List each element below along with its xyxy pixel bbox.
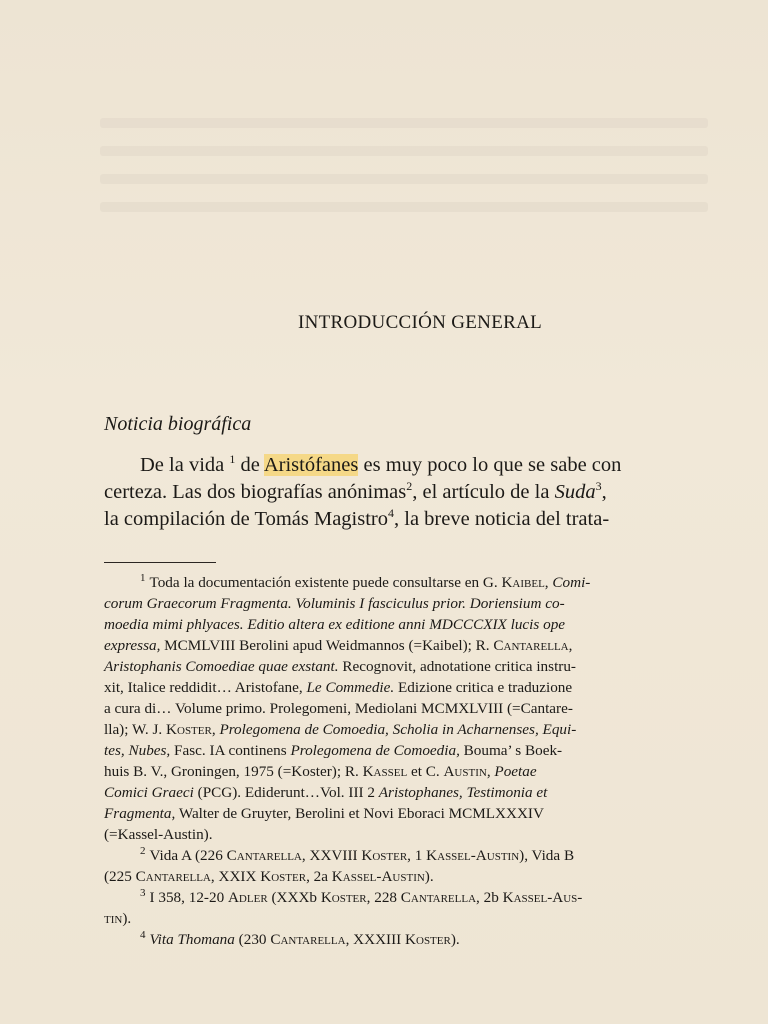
footnote-2: $^2$ Vida A (226 Cantarella, XXVIII Koster, 1 Kassel-Austin), Vida B [140,844,575,864]
footnote-1: $^1$ Toda la documentación existente puede consultarse en G. Kaibel, Comi- [140,571,591,591]
body-line: De la vida $^1$ de Aristófanes es muy poco lo que se sabe con [140,452,622,476]
footnote-line: (225 Cantarella, XXIX Koster, 2a Kassel-Austin). [104,868,434,885]
footnote-line: xit, Italice reddidit… Aristofane, Le Commedie. Edizione critica e traduzione [104,679,573,696]
footnote-line: corum Graecorum Fragmenta. Voluminis I fasciculus prior. Doriensium co- [104,595,565,612]
bleed-through-line [100,118,708,128]
footnote-line: (=Kassel-Austin). [104,826,213,843]
footnote-3: $^3$ I 358, 12-20 Adler (XXXb Koster, 228 Cantarella, 2b Kassel-Aus- [140,886,583,906]
footnote-line: a cura di… Volume primo. Prolegomeni, Mediolani MCMXLVIII (=Cantare- [104,700,573,717]
footnote-line: expressa, MCMLVIII Berolini apud Weidmannos (=Kaibel); R. Cantarella, [104,637,573,654]
footnote-line: lla); W. J. Koster, Prolegomena de Comoedia, Scholia in Acharnenses, Equi- [104,721,577,738]
bleed-through-line [100,174,708,184]
footnote-line: tin). [104,910,132,927]
chapter-heading: INTRODUCCIÓN GENERAL [297,312,542,333]
footnote-rule [104,562,216,563]
bleed-through-line [100,202,708,212]
footnote-line: Comici Graeci (PCG). Ediderunt…Vol. III 2 Aristophanes, Testimonia et [104,784,548,801]
footnote-line: Fragmenta, Walter de Gruyter, Berolini et Novi Eboraci MCMLXXXIV [104,805,544,822]
footnote-4: $^4$ Vita Thomana (230 Cantarella, XXXIII Koster). [140,928,460,948]
footnote-line: moedia mimi phlyaces. Editio altera ex editione anni MDCCCXIX lucis ope [104,616,566,633]
bleed-through-line [100,146,708,156]
highlighted-word[interactable]: Aristófanes [263,454,359,476]
footnote-line: Aristophanis Comoediae quae exstant. Recognovit, adnotatione critica instru- [104,658,576,675]
footnotes [104,572,728,950]
body-paragraph [104,452,728,533]
body-line: certeza. Las dos biografías anónimas$^2$, el artículo de la Suda$^3$, [104,479,607,503]
footnote-line: tes, Nubes, Fasc. IA continens Prolegomena de Comoedia, Bouma’ s Boek- [104,742,563,759]
footnote-line: huis B. V., Groningen, 1975 (=Koster); R. Kassel et C. Austin, Poetae [104,763,537,780]
body-line: la compilación de Tomás Magistro$^4$, la breve noticia del trata- [104,506,610,530]
section-subheading: Noticia biográfica [104,413,252,435]
